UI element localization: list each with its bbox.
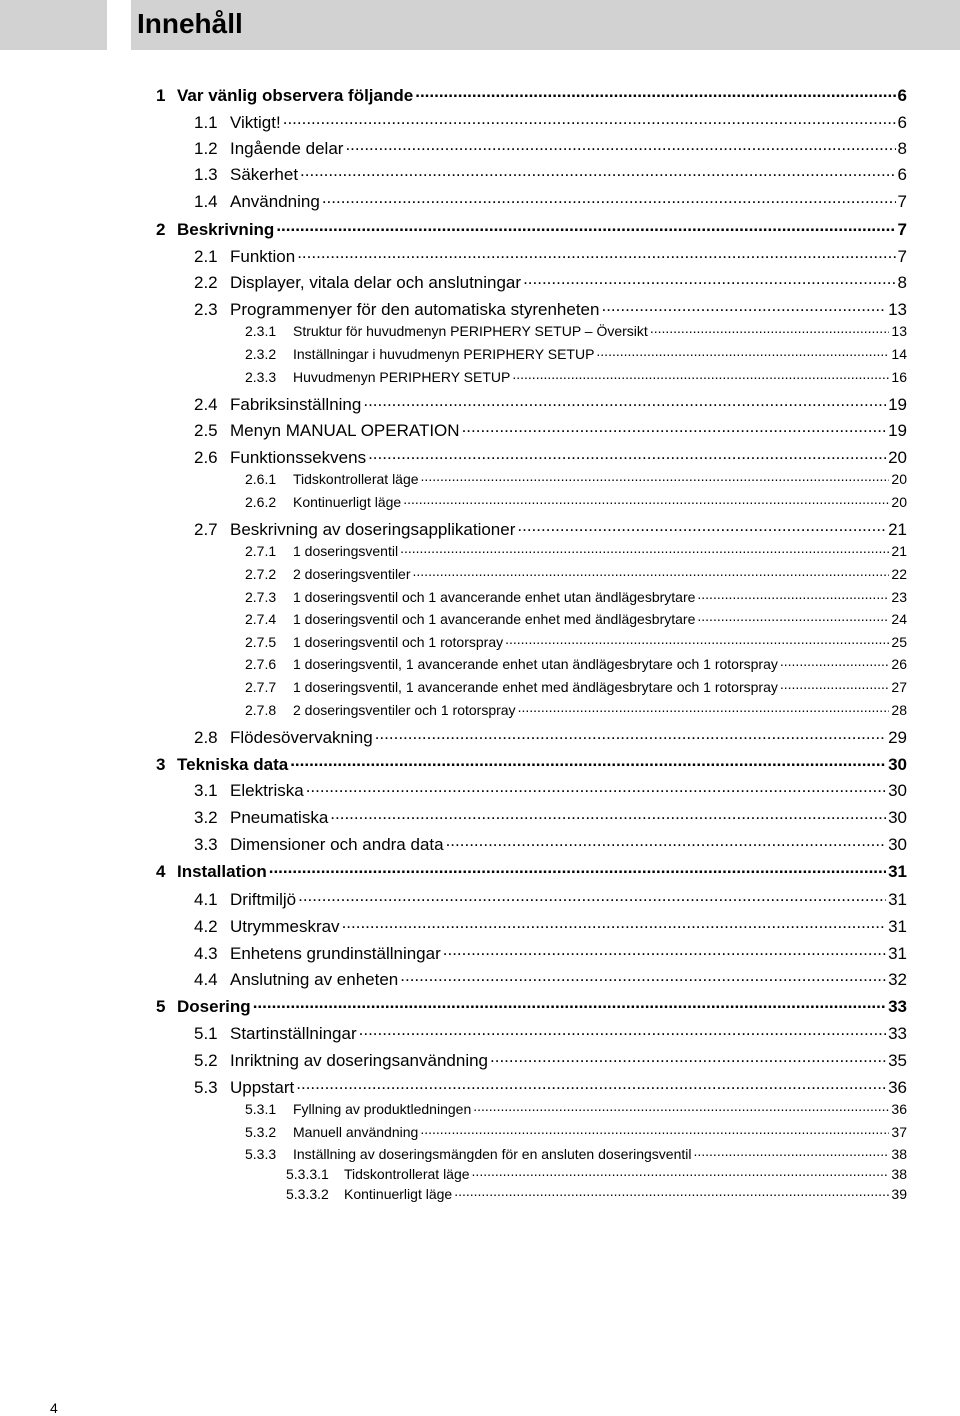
- toc-entry-label: Inställningar i huvudmenyn PERIPHERY SETUP: [293, 346, 595, 362]
- dot-leader: [601, 300, 886, 320]
- toc-entry[interactable]: [194, 192, 907, 212]
- toc-entry-page: 31: [888, 917, 907, 936]
- dot-leader: [400, 970, 886, 990]
- toc-entry[interactable]: [194, 835, 907, 855]
- dot-leader: [443, 944, 886, 964]
- dot-leader: [276, 220, 895, 240]
- toc-entry[interactable]: [286, 1166, 907, 1182]
- toc-entry-page: 31: [888, 944, 907, 963]
- toc-entry[interactable]: [245, 634, 907, 650]
- toc-entry-label: Utrymmeskrav: [230, 917, 340, 936]
- toc-entry[interactable]: [194, 273, 907, 293]
- toc-entry-number: 5: [156, 997, 166, 1016]
- toc-entry-page: 29: [888, 728, 907, 747]
- toc-entry[interactable]: [156, 220, 907, 240]
- toc-entry-page: 35: [888, 1051, 907, 1070]
- toc-entry[interactable]: [245, 679, 907, 695]
- dot-leader: [296, 1078, 886, 1098]
- toc-entry-number: 2.2: [194, 273, 218, 292]
- toc-entry[interactable]: [194, 781, 907, 801]
- toc-entry-page: 30: [888, 835, 907, 854]
- toc-entry-page: 6: [897, 86, 907, 105]
- toc-entry-number: 2.4: [194, 395, 218, 414]
- toc-entry[interactable]: [194, 448, 907, 468]
- title-bar: [131, 0, 960, 50]
- toc-entry-number: 2.3.1: [245, 323, 277, 339]
- toc-entry[interactable]: [194, 165, 907, 185]
- toc-entry-number: 3.3: [194, 835, 218, 854]
- toc-entry[interactable]: [245, 369, 907, 385]
- toc-entry[interactable]: [194, 113, 907, 133]
- toc-entry-number: 2.7.6: [245, 656, 277, 672]
- toc-entry-label: 2 doseringsventiler och 1 rotorspray: [293, 702, 516, 718]
- toc-entry-page: 8: [897, 139, 907, 158]
- toc-entry-page: 16: [891, 369, 907, 385]
- toc-entry[interactable]: [245, 1146, 907, 1162]
- toc-entry-number: 2.7.3: [245, 589, 277, 605]
- toc-entry[interactable]: [156, 997, 907, 1017]
- toc-entry-label: Ingående delar: [230, 139, 344, 158]
- toc-entry-page: 21: [888, 520, 907, 539]
- toc-entry-page: 36: [891, 1101, 907, 1117]
- toc-entry-page: 38: [891, 1146, 907, 1162]
- toc-entry-number: 5.3.3: [245, 1146, 277, 1162]
- toc-entry-number: 2.7.7: [245, 679, 277, 695]
- toc-entry-number: 2.3.2: [245, 346, 277, 362]
- dot-leader: [297, 247, 895, 267]
- dot-leader: [300, 165, 895, 185]
- toc-entry-label: Huvudmenyn PERIPHERY SETUP: [293, 369, 511, 385]
- toc-entry-number: 5.3.2: [245, 1124, 277, 1140]
- toc-entry-label: Elektriska: [230, 781, 304, 800]
- toc-entry-page: 13: [891, 323, 907, 339]
- dot-leader: [697, 589, 889, 605]
- toc-entry[interactable]: [194, 1024, 907, 1044]
- toc-entry-label: Fyllning av produktledningen: [293, 1101, 472, 1117]
- toc-entry-label: Tidskontrollerat läge: [293, 471, 419, 487]
- toc-entry-label: Installation: [177, 862, 267, 881]
- toc-entry-number: 1.3: [194, 165, 218, 184]
- dot-leader: [342, 917, 887, 937]
- toc-entry-page: 26: [891, 656, 907, 672]
- toc-entry-page: 28: [891, 702, 907, 718]
- toc-entry-number: 2.6: [194, 448, 218, 467]
- dot-leader: [420, 1124, 889, 1140]
- toc-entry-page: 33: [888, 1024, 907, 1043]
- toc-entry-label: 1 doseringsventil, 1 avancerande enhet med ändlägesbrytare och 1 rotorspray: [293, 679, 778, 695]
- toc-entry[interactable]: [194, 421, 907, 441]
- toc-entry-number: 2.6.2: [245, 494, 277, 510]
- toc-entry-page: 8: [897, 273, 907, 292]
- toc-entry-number: 2.7.2: [245, 566, 277, 582]
- toc-entry[interactable]: [194, 728, 907, 748]
- toc-entry-page: 14: [891, 346, 907, 362]
- toc-entry[interactable]: [245, 323, 907, 339]
- toc-entry-page: 39: [891, 1186, 907, 1202]
- dot-leader: [298, 890, 886, 910]
- toc-entry-number: 1.2: [194, 139, 218, 158]
- dot-leader: [473, 1101, 889, 1117]
- dot-leader: [421, 471, 890, 487]
- toc-entry-page: 27: [891, 679, 907, 695]
- toc-entry[interactable]: [194, 1078, 907, 1098]
- toc-entry-page: 7: [897, 247, 907, 266]
- toc-entry-label: Fabriksinställning: [230, 395, 362, 414]
- dot-leader: [359, 1024, 886, 1044]
- toc-entry-number: 1: [156, 86, 166, 105]
- toc-entry-number: 2: [156, 220, 166, 239]
- toc-entry-page: 19: [888, 421, 907, 440]
- dot-leader: [345, 139, 895, 159]
- toc-entry[interactable]: [245, 543, 907, 559]
- toc-entry-number: 2.7.5: [245, 634, 277, 650]
- dot-leader: [363, 395, 886, 415]
- header-side-block: [0, 0, 107, 50]
- dot-leader: [505, 634, 889, 650]
- dot-leader: [403, 494, 889, 510]
- toc-entry[interactable]: [194, 395, 907, 415]
- toc-entry-label: Användning: [230, 192, 320, 211]
- toc-entry[interactable]: [156, 862, 907, 882]
- toc-entry-label: Säkerhet: [230, 165, 299, 184]
- toc-entry-number: 5.2: [194, 1051, 218, 1070]
- toc-entry[interactable]: [194, 300, 907, 320]
- toc-entry-label: 1 doseringsventil och 1 avancerande enhet utan ändlägesbrytare: [293, 589, 696, 605]
- toc-entry-number: 2.8: [194, 728, 218, 747]
- toc-entry-number: 2.6.1: [245, 471, 277, 487]
- toc-entry-page: 7: [897, 220, 907, 239]
- dot-leader: [269, 862, 886, 882]
- toc-entry-number: 2.7.8: [245, 702, 277, 718]
- toc-entry-number: 2.7.1: [245, 543, 277, 559]
- toc-entry[interactable]: [194, 1051, 907, 1071]
- toc-entry-label: Pneumatiska: [230, 808, 329, 827]
- toc-entry-label: 1 doseringsventil: [293, 543, 399, 559]
- toc-entry-label: Viktigt!: [230, 113, 281, 132]
- toc-entry[interactable]: [245, 566, 907, 582]
- toc-entry-label: Struktur för huvudmenyn PERIPHERY SETUP – Översikt: [293, 323, 648, 339]
- toc-entry-label: Uppstart: [230, 1078, 295, 1097]
- toc-entry-number: 2.3: [194, 300, 218, 319]
- toc-entry-page: 20: [891, 471, 907, 487]
- dot-leader: [650, 323, 890, 339]
- toc-entry-label: Enhetens grundinställningar: [230, 944, 441, 963]
- toc-entry-page: 6: [897, 165, 907, 184]
- dot-leader: [462, 421, 887, 441]
- toc-entry[interactable]: [194, 890, 907, 910]
- toc-entry-label: Startinställningar: [230, 1024, 357, 1043]
- toc-entry-page: 38: [891, 1166, 907, 1182]
- toc-entry[interactable]: [245, 1101, 907, 1117]
- toc-entry[interactable]: [194, 970, 907, 990]
- toc-entry-page: 23: [891, 589, 907, 605]
- toc-entry[interactable]: [194, 917, 907, 937]
- toc-entry-page: 20: [888, 448, 907, 467]
- toc-entry-page: 21: [891, 543, 907, 559]
- dot-leader: [780, 679, 890, 695]
- toc-entry-page: 33: [888, 997, 907, 1016]
- dot-leader: [413, 566, 890, 582]
- toc-entry-page: 31: [888, 862, 907, 881]
- toc-entry-page: 32: [888, 970, 907, 989]
- toc-entry[interactable]: [245, 611, 907, 627]
- toc-entry-label: Tekniska data: [177, 755, 289, 774]
- toc-entry-number: 4.4: [194, 970, 218, 989]
- toc-entry-page: 7: [897, 192, 907, 211]
- dot-leader: [490, 1051, 886, 1071]
- toc-entry[interactable]: [194, 808, 907, 828]
- dot-leader: [693, 1146, 889, 1162]
- toc-entry[interactable]: [245, 1124, 907, 1140]
- dot-leader: [518, 702, 890, 718]
- toc-entry-page: 30: [888, 781, 907, 800]
- dot-leader: [596, 346, 889, 362]
- toc-entry-label: 1 doseringsventil och 1 avancerande enhet med ändlägesbrytare: [293, 611, 696, 627]
- toc-entry-label: 1 doseringsventil och 1 rotorspray: [293, 634, 504, 650]
- toc-entry-number: 4.3: [194, 944, 218, 963]
- toc-entry-label: 2 doseringsventiler: [293, 566, 411, 582]
- toc-entry-page: 22: [891, 566, 907, 582]
- toc-entry-label: Inriktning av doseringsanvändning: [230, 1051, 489, 1070]
- toc-entry[interactable]: [194, 944, 907, 964]
- toc-entry-label: Beskrivning av doseringsapplikationer: [230, 520, 516, 539]
- dot-leader: [253, 997, 886, 1017]
- toc-entry[interactable]: [194, 520, 907, 540]
- toc-entry-page: 30: [888, 755, 907, 774]
- dot-leader: [517, 520, 886, 540]
- dot-leader: [454, 1186, 889, 1202]
- toc-entry-number: 2.7: [194, 520, 218, 539]
- dot-leader: [780, 656, 890, 672]
- toc-entry[interactable]: [156, 86, 907, 106]
- toc-entry[interactable]: [245, 589, 907, 605]
- toc-entry-label: Inställning av doseringsmängden för en ansluten doseringsventil: [293, 1146, 692, 1162]
- toc-entry[interactable]: [156, 755, 907, 775]
- dot-leader: [368, 448, 886, 468]
- toc-entry-number: 5.3.3.2: [286, 1186, 329, 1202]
- toc-entry[interactable]: [245, 346, 907, 362]
- toc-entry-page: 13: [888, 300, 907, 319]
- dot-leader: [523, 273, 895, 293]
- toc-entry-label: Manuell användning: [293, 1124, 419, 1140]
- toc-entry-number: 5.3: [194, 1078, 218, 1097]
- toc-entry-label: Displayer, vitala delar och anslutningar: [230, 273, 522, 292]
- dot-leader: [446, 835, 887, 855]
- toc-entry-label: Kontinuerligt läge: [344, 1186, 453, 1202]
- toc-entry[interactable]: [194, 139, 907, 159]
- toc-entry-label: Tidskontrollerat läge: [344, 1166, 470, 1182]
- toc-entry-number: 1.4: [194, 192, 218, 211]
- toc-entry-label: Kontinuerligt läge: [293, 494, 402, 510]
- toc-entry-label: Dosering: [177, 997, 251, 1016]
- toc-entry-page: 36: [888, 1078, 907, 1097]
- toc-entry-number: 5.1: [194, 1024, 218, 1043]
- toc-entry[interactable]: [286, 1186, 907, 1202]
- toc-entry-label: Programmenyer för den automatiska styrenheten: [230, 300, 600, 319]
- toc-entry[interactable]: [245, 656, 907, 672]
- toc-entry-page: 20: [891, 494, 907, 510]
- toc-entry-page: 25: [891, 634, 907, 650]
- dot-leader: [697, 611, 889, 627]
- toc-entry-number: 3: [156, 755, 166, 774]
- toc-entry-label: 1 doseringsventil, 1 avancerande enhet utan ändlägesbrytare och 1 rotorspray: [293, 656, 778, 672]
- dot-leader: [512, 369, 889, 385]
- toc-entry-number: 3.1: [194, 781, 218, 800]
- toc-entry-page: 30: [888, 808, 907, 827]
- toc-entry-number: 1.1: [194, 113, 218, 132]
- toc-entry-page: 19: [888, 395, 907, 414]
- toc-entry-label: Driftmiljö: [230, 890, 297, 909]
- dot-leader: [306, 781, 886, 801]
- toc-entry[interactable]: [245, 494, 907, 510]
- toc-entry-label: Menyn MANUAL OPERATION: [230, 421, 460, 440]
- dot-leader: [415, 86, 895, 106]
- toc-entry-number: 2.7.4: [245, 611, 277, 627]
- toc-entry-label: Beskrivning: [177, 220, 275, 239]
- page-number: 4: [50, 1400, 58, 1416]
- toc-entry-label: Anslutning av enheten: [230, 970, 399, 989]
- toc-entry[interactable]: [245, 471, 907, 487]
- toc-entry-page: 31: [888, 890, 907, 909]
- dot-leader: [290, 755, 886, 775]
- toc-entry-number: 2.3.3: [245, 369, 277, 385]
- toc-entry-label: Var vänlig observera följande: [177, 86, 414, 105]
- toc-entry-number: 3.2: [194, 808, 218, 827]
- toc-entry[interactable]: [245, 702, 907, 718]
- toc-entry-number: 4: [156, 862, 166, 881]
- toc-entry-number: 5.3.1: [245, 1101, 277, 1117]
- dot-leader: [330, 808, 886, 828]
- toc-entry-number: 5.3.3.1: [286, 1166, 329, 1182]
- toc-entry-label: Flödesövervakning: [230, 728, 373, 747]
- toc-entry[interactable]: [194, 247, 907, 267]
- toc-entry-number: 2.1: [194, 247, 218, 266]
- dot-leader: [375, 728, 886, 748]
- dot-leader: [322, 192, 896, 212]
- page-title: Innehåll: [137, 8, 243, 39]
- dot-leader: [400, 543, 889, 559]
- dot-leader: [283, 113, 896, 133]
- toc-entry-page: 24: [891, 611, 907, 627]
- toc-entry-label: Dimensioner och andra data: [230, 835, 444, 854]
- toc-entry-page: 6: [897, 113, 907, 132]
- toc-entry-label: Funktionssekvens: [230, 448, 367, 467]
- toc-entry-number: 4.1: [194, 890, 218, 909]
- toc-entry-number: 2.5: [194, 421, 218, 440]
- toc-entry-label: Funktion: [230, 247, 296, 266]
- toc-entry-page: 37: [891, 1124, 907, 1140]
- toc-entry-number: 4.2: [194, 917, 218, 936]
- dot-leader: [472, 1166, 890, 1182]
